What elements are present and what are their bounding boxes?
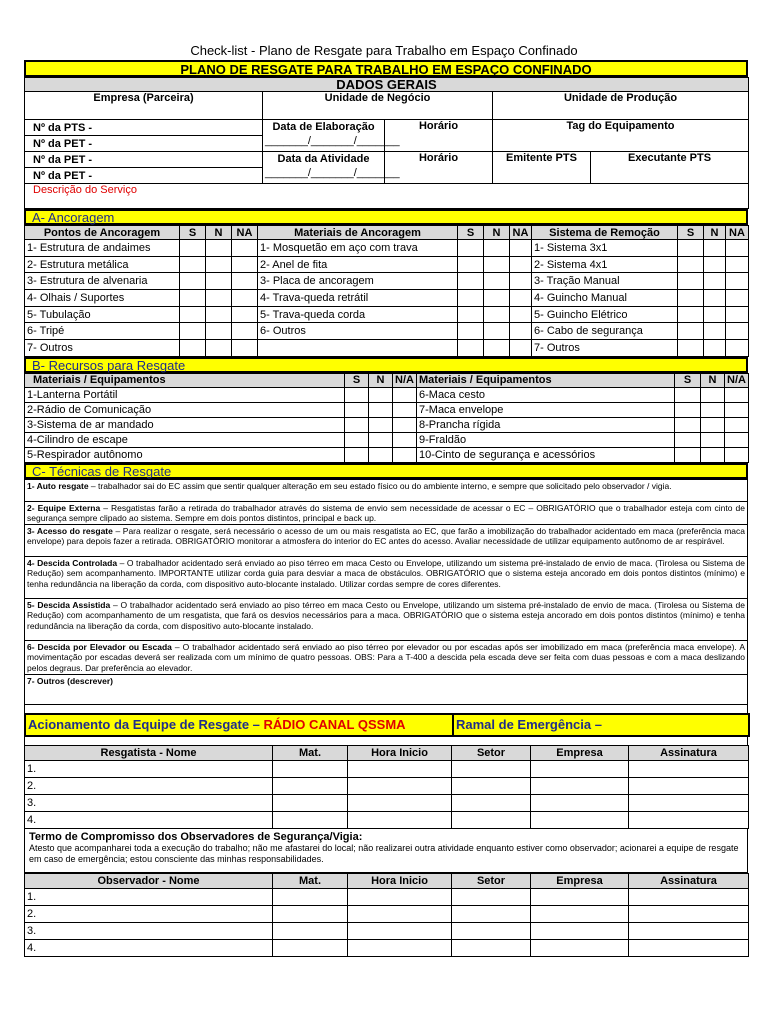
resgatista-field[interactable] [348, 794, 452, 811]
pet-field-3[interactable]: Nº da PET - [25, 168, 263, 184]
checkbox-cell[interactable] [180, 290, 206, 307]
checkbox-cell[interactable] [180, 306, 206, 323]
checkbox-cell[interactable] [232, 340, 258, 357]
checkbox-cell[interactable] [232, 273, 258, 290]
observador-name-field[interactable]: 4. [25, 939, 273, 956]
tecnica-text: – Para realizar o resgate, será necessário o acesso de um ou mais resgatista ao EC, que farão a imobilização do trabalhador acidentado em maca (preferência maca envelope) para depois fazer a retirada. OBRIGATÓRIO monitorar a atmosfera do interior do EC antes do acesso. Avaliar necessidade de utilizar equipamento autônomo de ar respirável. [27, 526, 745, 547]
checkbox-cell[interactable] [675, 402, 701, 417]
col-s-header: S [458, 226, 484, 240]
checkbox-cell[interactable] [232, 240, 258, 257]
col-n-header: N [704, 226, 726, 240]
checkbox-cell[interactable] [393, 432, 417, 447]
checkbox-cell[interactable] [510, 323, 532, 340]
horario-label-2: Horário [385, 152, 493, 184]
empresa-label: Empresa (Parceira) [25, 92, 263, 120]
checkbox-cell[interactable] [704, 323, 726, 340]
resgatista-field[interactable] [452, 777, 531, 794]
unidade-negocio-label: Unidade de Negócio [263, 92, 493, 120]
observador-field[interactable] [452, 905, 531, 922]
checkbox-cell[interactable] [678, 240, 704, 257]
spacer [24, 705, 748, 713]
sistema-remocao-item: 7- Outros [532, 340, 678, 357]
data-elaboracao-label: Data de Elaboração [272, 121, 375, 133]
checkbox-cell[interactable] [458, 240, 484, 257]
tecnica-text: – O trabalhador acidentado será enviado ao piso térreo em maca Cesto ou Envelope, utilizando um sistema pré-instalado de envio de maca. (Tirolesa ou Sistema de Redução) com acompanhamento de um resgatista, que fará os desvios necessários para a maca. OBRIGATÓRIO que o sistema esteja ancorado em dois pontos distintos (mínimo) e tenha redundância na liberação da corda, com dispositivo auto-blocante instalado. [27, 600, 745, 631]
observador-field[interactable] [348, 922, 452, 939]
resgatista-header: Empresa [531, 745, 629, 760]
ponto-ancoragem-item: 5- Tubulação [25, 306, 180, 323]
col-na-header: NA [510, 226, 532, 240]
checkbox-cell[interactable] [206, 323, 232, 340]
section-a-title: A- Ancoragem [24, 209, 748, 225]
observador-row [25, 888, 749, 905]
checkbox-cell[interactable] [726, 240, 749, 257]
material-ancoragem-item: 1- Mosquetão em aço com trava [258, 240, 458, 257]
ancoragem-row [25, 273, 749, 290]
observador-name-field[interactable]: 2. [25, 905, 273, 922]
recurso-item: 6-Maca cesto [417, 387, 675, 402]
checkbox-cell[interactable] [726, 256, 749, 273]
checkbox-cell[interactable] [180, 273, 206, 290]
ancoragem-row [25, 240, 749, 257]
checkbox-cell[interactable] [206, 273, 232, 290]
checkbox-cell[interactable] [704, 290, 726, 307]
resgatista-field[interactable] [531, 777, 629, 794]
sistema-remocao-item: 1- Sistema 3x1 [532, 240, 678, 257]
executante-pts-label: Executante PTS [591, 152, 749, 184]
observador-name-field[interactable]: 3. [25, 922, 273, 939]
resgatista-field[interactable] [629, 760, 749, 777]
ancoragem-row [25, 340, 749, 357]
checkbox-cell[interactable] [458, 306, 484, 323]
col-na-header: N/A [725, 373, 749, 387]
tecnica-text: – Resgatistas farão a retirada do trabalhador através do sistema de envio sem necessidade de acessar o EC – OBRIGATÓRIO que o trabalhador esteja com cinto de segurança sempre clipado ao sistema. Sempre em dois pontos distintos, principal e back up. [27, 502, 745, 524]
sistema-remocao-item: 3- Tração Manual [532, 273, 678, 290]
checkbox-cell[interactable] [725, 417, 749, 432]
checkbox-cell[interactable] [458, 340, 484, 357]
descricao-servico-label[interactable]: Descrição do Serviço [25, 184, 749, 209]
termo-text: Atesto que acompanharei toda a execução do trabalho; não me afastarei do local; não realizarei outra atividade enquanto estiver como observador; acionarei a equipe de resgate em caso de emergência; estou consciente das minhas responsabilidades. [29, 842, 739, 864]
checkbox-cell[interactable] [206, 290, 232, 307]
materiais-header-1: Materiais / Equipamentos [25, 373, 345, 387]
observador-field[interactable] [273, 888, 348, 905]
checkbox-cell[interactable] [345, 387, 369, 402]
checkbox-cell[interactable] [725, 432, 749, 447]
tecnica-text: – trabalhador sai do EC assim que sentir qualquer alteração em seu estado físico ou do ambiente interno, e sempre que solicitado pelo observador / vigia. [88, 480, 672, 491]
checkbox-cell[interactable] [180, 323, 206, 340]
resgatista-field[interactable] [531, 811, 629, 828]
tecnica-label: 7- Outros (descrever) [27, 675, 113, 686]
col-na-header: NA [726, 226, 749, 240]
checkbox-cell[interactable] [704, 240, 726, 257]
material-ancoragem-item: 2- Anel de fita [258, 256, 458, 273]
observador-field[interactable] [531, 939, 629, 956]
resgatista-name-field[interactable]: 4. [25, 811, 273, 828]
checkbox-cell[interactable] [725, 387, 749, 402]
observador-field[interactable] [348, 939, 452, 956]
document-title: Check-list - Plano de Resgate para Trabalho em Espaço Confinado [190, 43, 578, 58]
checkbox-cell[interactable] [232, 290, 258, 307]
resgatista-field[interactable] [629, 794, 749, 811]
checkbox-cell[interactable] [484, 256, 510, 273]
resgatista-name-field[interactable]: 1. [25, 760, 273, 777]
acionamento-table [24, 713, 750, 737]
sistema-remocao-item: 4- Guincho Manual [532, 290, 678, 307]
tecnica-row [25, 674, 748, 704]
resgatista-field[interactable] [531, 760, 629, 777]
col-n-header: N [701, 373, 725, 387]
checkbox-cell[interactable] [458, 256, 484, 273]
checkbox-cell[interactable] [206, 256, 232, 273]
checkbox-cell[interactable] [704, 256, 726, 273]
resgatista-row [25, 777, 749, 794]
spacer [24, 737, 748, 745]
checkbox-cell[interactable] [232, 306, 258, 323]
termo-title: Termo de Compromisso dos Observadores de Segurança/Vigia: [29, 830, 363, 843]
recurso-item: 9-Fraldão [417, 432, 675, 447]
tecnica-text: – O trabalhador acidentado será enviado ao piso térreo por elevador ou por escadas após ser imobilizado em maca (preferência maca envelope). A movimentação por escadas deverá ser realizada com um mínimo de quatro pessoas. OBS: Para a T-400 a descida pela escada deve ser feita com duas pessoas e com a maca deslizando pelos degraus. Dar preferência ao elevador. [27, 642, 745, 673]
checkbox-cell[interactable] [369, 417, 393, 432]
tecnica-item[interactable] [25, 557, 748, 599]
ponto-ancoragem-item: 4- Olhais / Suportes [25, 290, 180, 307]
tecnica-item[interactable] [25, 525, 748, 557]
materiais-header-2: Materiais / Equipamentos [417, 373, 675, 387]
section-c-title: C- Técnicas de Resgate [24, 463, 748, 479]
tecnica-label: 3- Acesso do resgate [27, 526, 113, 537]
checkbox-cell[interactable] [510, 273, 532, 290]
checkbox-cell[interactable] [701, 402, 725, 417]
tecnica-label: 1- Auto resgate [27, 480, 89, 491]
checkbox-cell[interactable] [484, 273, 510, 290]
checkbox-cell[interactable] [393, 417, 417, 432]
observador-field[interactable] [452, 939, 531, 956]
checkbox-cell[interactable] [232, 323, 258, 340]
termo-box [24, 829, 748, 873]
checkbox-cell[interactable] [369, 387, 393, 402]
checkbox-cell[interactable] [704, 340, 726, 357]
recurso-item: 5-Respirador autônomo [25, 447, 345, 462]
ancoragem-row [25, 290, 749, 307]
recurso-row [25, 447, 749, 462]
checkbox-cell[interactable] [180, 340, 206, 357]
resgatista-field[interactable] [629, 811, 749, 828]
resgatista-row [25, 811, 749, 828]
emitente-pts-label: Emitente PTS [493, 152, 591, 184]
form-frame [24, 60, 748, 957]
ponto-ancoragem-item: 3- Estrutura de alvenaria [25, 273, 180, 290]
recurso-item: 4-Cilindro de escape [25, 432, 345, 447]
observador-header: Assinatura [629, 873, 749, 888]
checkbox-cell[interactable] [393, 402, 417, 417]
observador-field[interactable] [531, 922, 629, 939]
section-b-title: B- Recursos para Resgate [24, 357, 748, 373]
resgatista-field[interactable] [273, 760, 348, 777]
col-n-header: N [369, 373, 393, 387]
col-na-header: NA [232, 226, 258, 240]
checkbox-cell[interactable] [678, 290, 704, 307]
resgatista-field[interactable] [273, 777, 348, 794]
resgatista-field[interactable] [273, 794, 348, 811]
acionamento-text: Acionamento da Equipe de Resgate – [28, 717, 264, 733]
resgatista-header: Mat. [273, 745, 348, 760]
observador-row [25, 905, 749, 922]
recurso-item: 8-Prancha rígida [417, 417, 675, 432]
observador-field[interactable] [273, 905, 348, 922]
resgatista-field[interactable] [348, 777, 452, 794]
main-title: PLANO DE RESGATE PARA TRABALHO EM ESPAÇO CONFINADO [24, 60, 748, 77]
observador-header: Setor [452, 873, 531, 888]
checkbox-cell[interactable] [726, 323, 749, 340]
col-s-header: S [345, 373, 369, 387]
horario-label-1: Horário [385, 120, 493, 152]
tecnica-item[interactable] [25, 641, 748, 675]
checkbox-cell[interactable] [232, 256, 258, 273]
checkbox-cell[interactable] [675, 432, 701, 447]
observador-field[interactable] [452, 888, 531, 905]
dados-gerais-heading: DADOS GERAIS [25, 78, 749, 92]
tecnica-text: – O trabalhador acidentado será enviado ao piso térreo em maca Cesto ou Envelope, utilizando um sistema pré-instalado de envio de maca. (Tirolesa ou Sistema de Redução) sem acompanhamento. IMPORTANTE utilizar corda guia para desviar a maca de obstáculos. OBRIGATÓRIO que o sistema esteja ancorado em dois pontos distintos (mínimo) e tenha redundância na liberação da corda, com dispositivo auto-blocante instalado. Utilizar cordas sempre de cores diferentes. [27, 558, 745, 589]
recurso-item: 7-Maca envelope [417, 402, 675, 417]
checkbox-cell[interactable] [678, 340, 704, 357]
checkbox-cell[interactable] [510, 340, 532, 357]
observador-header: Hora Inicio [348, 873, 452, 888]
checkbox-cell[interactable] [701, 417, 725, 432]
unidade-producao-label: Unidade de Produção [493, 92, 749, 120]
material-ancoragem-item: 5- Trava-queda corda [258, 306, 458, 323]
checkbox-cell[interactable] [726, 273, 749, 290]
checkbox-cell[interactable] [678, 256, 704, 273]
observador-header: Empresa [531, 873, 629, 888]
checkbox-cell[interactable] [393, 387, 417, 402]
resgatista-field[interactable] [452, 760, 531, 777]
observador-name-field[interactable]: 1. [25, 888, 273, 905]
checkbox-cell[interactable] [369, 432, 393, 447]
checkbox-cell[interactable] [510, 256, 532, 273]
checkbox-cell[interactable] [726, 306, 749, 323]
resgatista-field[interactable] [531, 794, 629, 811]
checkbox-cell[interactable] [484, 290, 510, 307]
observador-field[interactable] [273, 922, 348, 939]
pet-field-2[interactable]: Nº da PET - [25, 152, 263, 168]
ancoragem-table [24, 225, 749, 357]
checkbox-cell[interactable] [675, 417, 701, 432]
observador-field[interactable] [348, 905, 452, 922]
resgatista-header: Hora Inicio [348, 745, 452, 760]
checkbox-cell[interactable] [393, 447, 417, 462]
ramal-emergencia[interactable]: Ramal de Emergência – [453, 714, 749, 736]
ponto-ancoragem-item: 2- Estrutura metálica [25, 256, 180, 273]
checkbox-cell[interactable] [701, 432, 725, 447]
acionamento-label [25, 714, 453, 736]
checkbox-cell[interactable] [726, 290, 749, 307]
tecnica-item[interactable] [25, 599, 748, 641]
observador-field[interactable] [629, 888, 749, 905]
data-atividade-label: Data da Atividade [277, 153, 370, 165]
tecnica-row [25, 599, 748, 641]
resgatista-field[interactable] [629, 777, 749, 794]
tecnica-label: 6- Descida por Elevador ou Escada [27, 642, 172, 653]
tecnicas-table [24, 479, 748, 705]
sistema-remocao-item: 5- Guincho Elétrico [532, 306, 678, 323]
observador-field[interactable] [629, 939, 749, 956]
checkbox-cell[interactable] [484, 323, 510, 340]
checkbox-cell[interactable] [510, 306, 532, 323]
resgatistas-table [24, 745, 749, 829]
checkbox-cell[interactable] [345, 432, 369, 447]
checkbox-cell[interactable] [206, 340, 232, 357]
checkbox-cell[interactable] [678, 306, 704, 323]
checkbox-cell[interactable] [725, 402, 749, 417]
tecnica-label: 5- Descida Assistida [27, 600, 111, 611]
col-s-header: S [675, 373, 701, 387]
checkbox-cell[interactable] [345, 402, 369, 417]
resgatista-field[interactable] [348, 811, 452, 828]
pet-field-1[interactable]: Nº da PET - [25, 136, 263, 152]
dados-gerais-table [24, 77, 749, 209]
checkbox-cell[interactable] [206, 240, 232, 257]
resgatista-name-field[interactable]: 3. [25, 794, 273, 811]
tecnica-row [25, 641, 748, 675]
checkbox-cell[interactable] [345, 447, 369, 462]
checkbox-cell[interactable] [458, 290, 484, 307]
materiais-ancoragem-header: Materiais de Ancoragem [258, 226, 458, 240]
resgatista-field[interactable] [273, 811, 348, 828]
observador-row [25, 922, 749, 939]
resgatista-name-field[interactable]: 2. [25, 777, 273, 794]
sistema-remocao-item: 2- Sistema 4x1 [532, 256, 678, 273]
radio-canal: RÁDIO CANAL QSSMA [263, 717, 406, 733]
sistema-remocao-item: 6- Cabo de segurança [532, 323, 678, 340]
col-n-header: N [484, 226, 510, 240]
ponto-ancoragem-item: 1- Estrutura de andaimes [25, 240, 180, 257]
resgatista-field[interactable] [452, 811, 531, 828]
observador-field[interactable] [452, 922, 531, 939]
pts-field[interactable]: Nº da PTS - [25, 120, 263, 136]
resgatista-header: Assinatura [629, 745, 749, 760]
observador-row [25, 939, 749, 956]
observador-field[interactable] [531, 905, 629, 922]
recurso-item: 3-Sistema de ar mandado [25, 417, 345, 432]
checkbox-cell[interactable] [510, 240, 532, 257]
checkbox-cell[interactable] [675, 387, 701, 402]
checkbox-cell[interactable] [458, 273, 484, 290]
col-na-header: N/A [393, 373, 417, 387]
ancoragem-row [25, 323, 749, 340]
resgatista-header: Setor [452, 745, 531, 760]
tecnica-row [25, 479, 748, 501]
recurso-item: 1-Lanterna Portátil [25, 387, 345, 402]
data-atividade-field[interactable]: _______/_______/_______ [265, 167, 400, 179]
observador-header: Observador - Nome [25, 873, 273, 888]
checkbox-cell[interactable] [180, 256, 206, 273]
tecnica-row [25, 501, 748, 524]
pontos-ancoragem-header: Pontos de Ancoragem [25, 226, 180, 240]
checkbox-cell[interactable] [484, 240, 510, 257]
observador-field[interactable] [629, 922, 749, 939]
observadores-table [24, 873, 749, 957]
checkbox-cell[interactable] [725, 447, 749, 462]
checkbox-cell[interactable] [678, 323, 704, 340]
ancoragem-row [25, 306, 749, 323]
checkbox-cell[interactable] [369, 402, 393, 417]
checkbox-cell[interactable] [704, 273, 726, 290]
col-n-header: N [206, 226, 232, 240]
observador-field[interactable] [531, 888, 629, 905]
checkbox-cell[interactable] [484, 340, 510, 357]
resgatista-field[interactable] [348, 760, 452, 777]
resgatista-field[interactable] [452, 794, 531, 811]
observador-field[interactable] [273, 939, 348, 956]
tecnica-label: 4- Descida Controlada [27, 558, 118, 569]
material-ancoragem-item: 3- Placa de ancoragem [258, 273, 458, 290]
sistema-remocao-header: Sistema de Remoção [532, 226, 678, 240]
resgatista-row [25, 794, 749, 811]
material-ancoragem-item: 4- Trava-queda retrátil [258, 290, 458, 307]
tecnica-item[interactable] [25, 501, 748, 524]
material-ancoragem-item: 6- Outros [258, 323, 458, 340]
checkbox-cell[interactable] [701, 387, 725, 402]
tecnica-row [25, 525, 748, 557]
recurso-item: 10-Cinto de segurança e acessórios [417, 447, 675, 462]
tecnica-row [25, 557, 748, 599]
tecnica-item[interactable] [25, 479, 748, 501]
ancoragem-row [25, 256, 749, 273]
tecnica-label: 2- Equipe Externa [27, 502, 101, 513]
col-s-header: S [678, 226, 704, 240]
observador-header: Mat. [273, 873, 348, 888]
recurso-row [25, 402, 749, 417]
checkbox-cell[interactable] [484, 306, 510, 323]
checkbox-cell[interactable] [345, 417, 369, 432]
col-s-header: S [180, 226, 206, 240]
checkbox-cell[interactable] [369, 447, 393, 462]
checkbox-cell[interactable] [726, 340, 749, 357]
tag-equipamento-label: Tag do Equipamento [493, 120, 749, 152]
checkbox-cell[interactable] [701, 447, 725, 462]
checkbox-cell[interactable] [206, 306, 232, 323]
material-ancoragem-item [258, 340, 458, 357]
checkbox-cell[interactable] [675, 447, 701, 462]
checkbox-cell[interactable] [704, 306, 726, 323]
checkbox-cell[interactable] [510, 290, 532, 307]
checkbox-cell[interactable] [180, 240, 206, 257]
ponto-ancoragem-item: 6- Tripé [25, 323, 180, 340]
observador-field[interactable] [629, 905, 749, 922]
checkbox-cell[interactable] [458, 323, 484, 340]
checkbox-cell[interactable] [678, 273, 704, 290]
recurso-row [25, 417, 749, 432]
ponto-ancoragem-item: 7- Outros [25, 340, 180, 357]
observador-field[interactable] [348, 888, 452, 905]
data-elaboracao-field[interactable]: _______/_______/_______ [265, 135, 400, 147]
resgatista-header: Resgatista - Nome [25, 745, 273, 760]
recurso-row [25, 387, 749, 402]
recurso-row [25, 432, 749, 447]
recurso-item: 2-Rádio de Comunicação [25, 402, 345, 417]
tecnica-item[interactable] [25, 674, 748, 704]
resgatista-row [25, 760, 749, 777]
recursos-table [24, 373, 749, 463]
